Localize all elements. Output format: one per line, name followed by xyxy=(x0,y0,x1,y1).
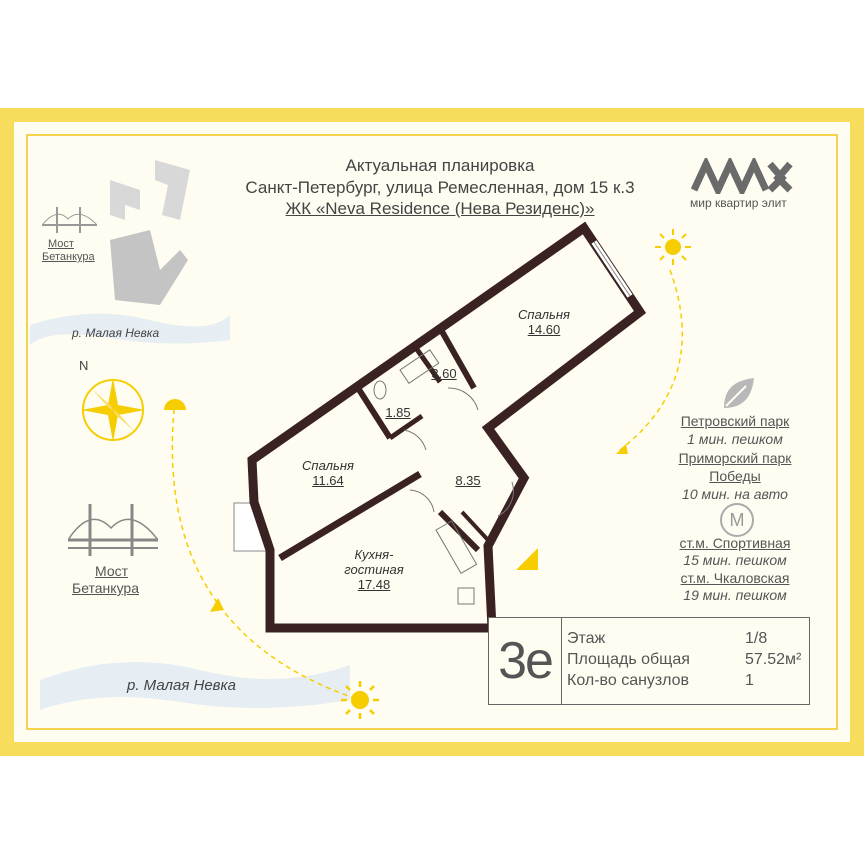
title-line-2: Санкт-Петербург, улица Ремесленная, дом 15 к.3 xyxy=(245,178,635,197)
room-bathroom: 3.60 xyxy=(431,366,457,381)
area-label: Площадь общая xyxy=(567,651,690,668)
metro-2-name: ст.м. Чкаловская xyxy=(680,570,790,586)
bathrooms-label: Кол-во санузлов xyxy=(567,672,689,689)
park-2-name-a: Приморский парк xyxy=(678,450,792,466)
title-line-1: Актуальная планировка xyxy=(345,156,535,175)
room-hall: 8.35 xyxy=(455,473,481,488)
bridge-large-label-1: Мост xyxy=(95,563,129,579)
floor-plan xyxy=(230,220,650,640)
bridge-large-label-2: Бетанкура xyxy=(72,580,139,596)
bridge-small-label-1: Мост xyxy=(48,238,74,250)
bridge-large-icon xyxy=(68,500,158,558)
entrance-arrow-icon xyxy=(512,546,542,572)
bridge-small-icon xyxy=(42,205,97,235)
logo-caption: мир квартир элит xyxy=(690,196,787,210)
floor-value: 1/8 xyxy=(745,630,768,647)
sun-set-icon xyxy=(160,394,190,412)
bridge-small-label-2: Бетанкура xyxy=(42,251,95,263)
room-bedroom-1: Спальня 14.60 xyxy=(518,307,570,337)
park-2-name-b: Победы xyxy=(709,468,761,484)
title-line-3: ЖК «Neva Residence (Нева Резиденс)» xyxy=(285,199,595,218)
metro-1-name: ст.м. Спортивная xyxy=(679,535,791,551)
bathrooms-value: 1 xyxy=(745,672,754,689)
area-value: 57.52м² xyxy=(745,651,802,668)
metro-2-time: 19 мин. пешком xyxy=(683,587,787,603)
park-1-name: Петровский парк xyxy=(680,413,790,429)
park-1-time: 1 мин. пешком xyxy=(687,431,783,447)
leaf-icon xyxy=(720,376,756,412)
park-2-time: 10 мин. на авто xyxy=(682,486,788,502)
logo-mark-icon xyxy=(690,158,800,194)
river-small-label: р. Малая Невка xyxy=(72,326,160,340)
river-large-label: р. Малая Невка xyxy=(127,677,236,694)
metro-icon: М xyxy=(720,503,754,537)
sun-rise-icon xyxy=(654,228,692,266)
room-bedroom-2: Спальня 11.64 xyxy=(302,458,354,488)
apartment-info-box xyxy=(488,617,810,705)
north-label: N xyxy=(79,358,89,373)
apartment-code: 3е xyxy=(489,618,562,704)
sun-icon xyxy=(340,680,380,720)
metro-1-time: 15 мин. пешком xyxy=(683,552,787,568)
room-kitchen-living: Кухня- гостиная 17.48 xyxy=(344,547,404,592)
room-wc: 1.85 xyxy=(385,405,411,420)
floor-label: Этаж xyxy=(567,630,606,647)
compass-icon xyxy=(78,375,148,445)
